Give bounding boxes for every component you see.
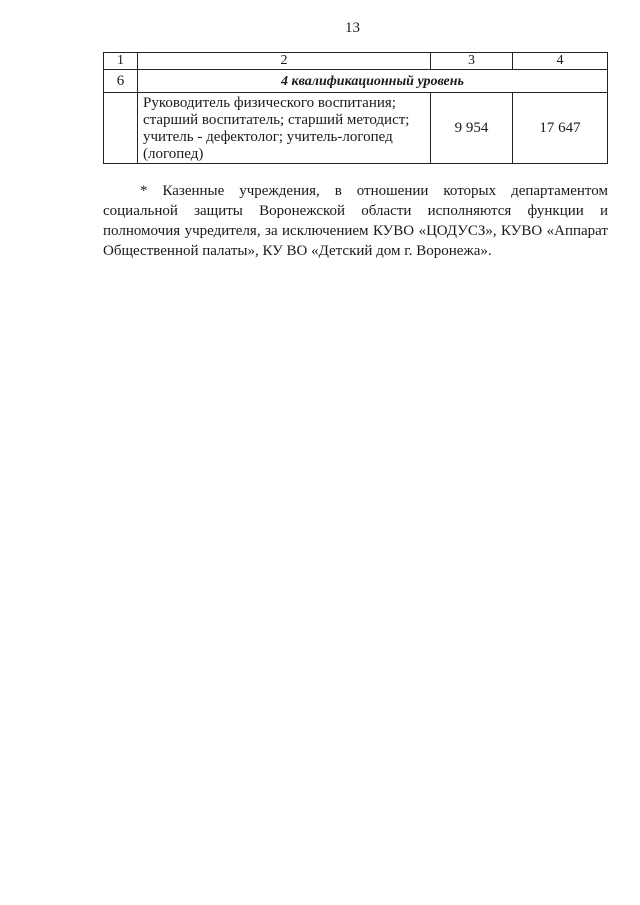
table-header-row xyxy=(104,53,608,70)
header-cell-1: 1 xyxy=(104,53,138,70)
min-salary-cell: 9 954 xyxy=(431,93,513,164)
empty-index-cell xyxy=(104,93,138,164)
max-salary-cell: 17 647 xyxy=(513,93,608,164)
positions-cell: Руководитель физического воспитания; старший воспитатель; старший методист; учитель - дефектолог; учитель-логопед (логопед) xyxy=(138,93,431,164)
qualification-level-title: 4 квалификационный уровень xyxy=(138,70,608,93)
header-cell-2: 2 xyxy=(138,53,431,70)
page-number: 13 xyxy=(345,20,360,36)
qualification-level-row xyxy=(104,70,608,93)
footnote: * Казенные учреждения, в отношении которых департаментом социальной защиты Воронежской области исполняются функции и полномочия учредителя, за исключением КУВО «ЦОДУСЗ», КУВО «Аппарат Общественной палаты», КУ ВО «Детский дом г. Воронежа». xyxy=(103,183,608,259)
header-cell-3: 3 xyxy=(431,53,513,70)
row-index-cell: 6 xyxy=(104,70,138,93)
header-cell-4: 4 xyxy=(513,53,608,70)
salary-table xyxy=(103,52,608,164)
table-row xyxy=(104,93,608,164)
